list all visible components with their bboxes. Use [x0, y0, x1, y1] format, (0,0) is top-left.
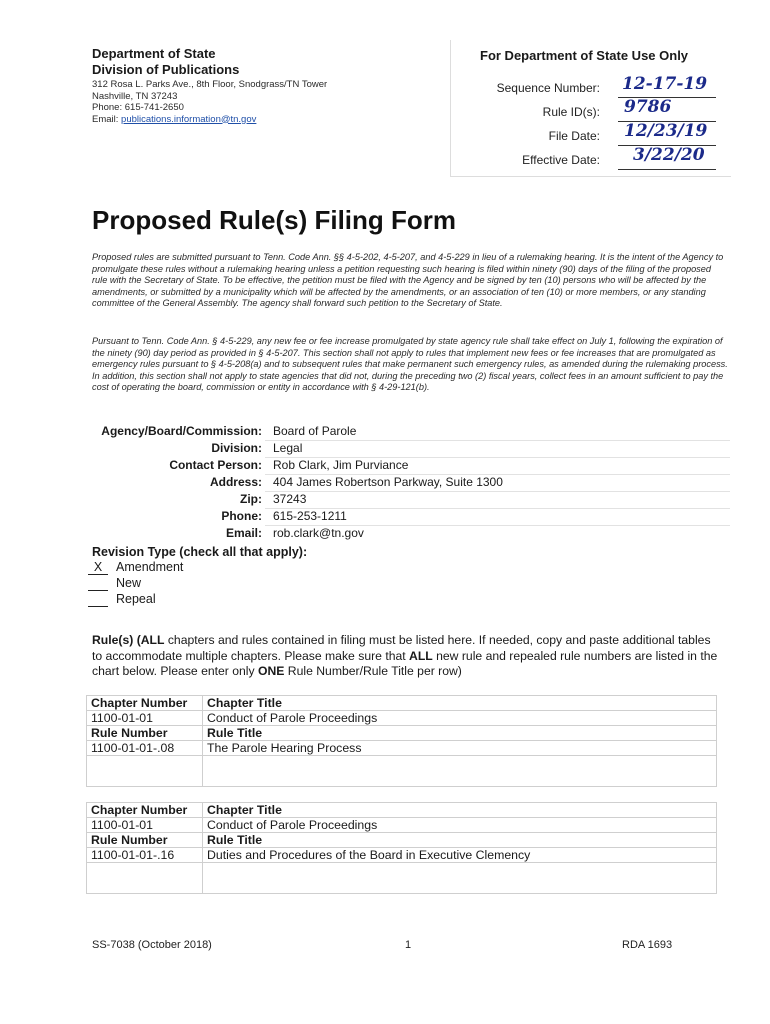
division-value: Legal	[273, 441, 303, 455]
rule-title-cell[interactable]: The Parole Hearing Process	[203, 741, 717, 756]
rules-intro-part-7: Rule Number/Rule Title per row)	[284, 664, 462, 678]
email-label: Email:	[225, 526, 262, 540]
repeal-label: Repeal	[116, 592, 156, 606]
repeal-checkbox[interactable]	[88, 592, 108, 607]
table-row	[87, 741, 717, 756]
empty-cell[interactable]	[87, 756, 203, 787]
sequence-number-label: Sequence Number:	[496, 81, 600, 95]
rule-title-header: Rule Title	[203, 726, 717, 741]
division-label: Division:	[211, 441, 262, 455]
rule-number-cell[interactable]: 1100-01-01-.16	[87, 848, 203, 863]
address-underline	[265, 490, 730, 492]
chapter-title-cell[interactable]: Conduct of Parole Proceedings	[203, 818, 717, 833]
effective-date-label: Effective Date:	[522, 153, 600, 167]
empty-cell[interactable]	[203, 756, 717, 787]
email-value: rob.clark@tn.gov	[273, 526, 364, 540]
revision-type-title: Revision Type (check all that apply):	[92, 545, 308, 559]
intro-paragraph-2: Pursuant to Tenn. Code Ann. § 4-5-229, any new fee or fee increase promulgated by state agency rule shall take effect on July 1, following the expiration of the ninety (90) day period as provided in § 4-5-207. This section shall not apply to rules that implement new fees or fee increases that are promulgated as emergency rules pursuant to § 4-5-208(a) and to subsequent rules that make permanent such emergency rules, as amended during the rulemaking process. In addition, this section shall not apply to state agencies that did not, during the preceding two (2) fiscal years, collect fees in an amount sufficient to pay the cost of operating the board, commission or entity in accordance with § 4-29-121(b).	[92, 336, 728, 393]
table-row	[87, 848, 717, 863]
intro-paragraph-1: Proposed rules are submitted pursuant to Tenn. Code Ann. §§ 4-5-202, 4-5-207, and 4-5-229 in lieu of a rulemaking hearing. It is the intent of the Agency to promulgate these rules without a rulemaking hearing unless a petition requesting such hearing is filed within ninety (90) days of the filing of the proposed rule with the Secretary of State. To be effective, the petition must be filed with the Agency and be signed by ten (10) persons who will be affected by the amendments, or submitted by a municipality which will be affected by the amendments, or an association of ten (10) or more members, or any standing committee of the General Assembly. The agency shall forward such petition to the Secretary of State.	[92, 252, 724, 309]
chapter-title-header: Chapter Title	[203, 696, 717, 711]
table-row	[87, 756, 717, 787]
department-name: Department of State	[92, 46, 216, 61]
phone-label: Phone:	[221, 509, 262, 523]
contact-person-label: Contact Person:	[169, 458, 262, 472]
empty-cell[interactable]	[203, 863, 717, 894]
empty-cell[interactable]	[87, 863, 203, 894]
footer-page-number: 1	[405, 939, 412, 951]
table-row	[87, 803, 717, 818]
revision-amendment-row[interactable]	[88, 560, 183, 575]
table-row	[87, 696, 717, 711]
rules-instructions	[92, 633, 722, 680]
amendment-checkbox[interactable]: X	[88, 560, 108, 575]
table-row	[87, 711, 717, 726]
rules-intro-all-2: ALL	[409, 648, 433, 663]
footer-rda: RDA 1693	[622, 939, 673, 951]
contact-person-value: Rob Clark, Jim Purviance	[273, 458, 409, 472]
rule-ids-label: Rule ID(s):	[542, 105, 600, 119]
phone-value: 615-253-1211	[273, 509, 347, 523]
division-name: Division of Publications	[92, 62, 240, 77]
rule-table-1	[86, 695, 717, 787]
rule-number-header: Rule Number	[87, 726, 203, 741]
publications-email-link[interactable]: publications.information@tn.gov	[121, 113, 257, 125]
address-phone: Phone: 615-741-2650	[92, 102, 184, 113]
rules-intro-part-1: Rule(s) (	[92, 633, 141, 647]
table-row	[87, 833, 717, 848]
agency-underline	[265, 439, 730, 441]
department-heading	[92, 46, 239, 78]
rules-intro-part-3: chapters and rules contained in filing must be listed here. If needed, copy and paste additional tables to accommodate multiple chapters. Please make sure that	[92, 633, 711, 663]
new-label: New	[116, 576, 142, 590]
address-email-row	[92, 114, 327, 126]
effective-date-value: 3/22/20	[633, 145, 705, 165]
address-street: 312 Rosa L. Parks Ave., 8th Floor, Snodgrass/TN Tower	[92, 79, 328, 90]
amendment-label: Amendment	[116, 560, 184, 574]
table-row	[87, 726, 717, 741]
rule-number-header: Rule Number	[87, 833, 203, 848]
table-row	[87, 818, 717, 833]
chapter-number-cell[interactable]: 1100-01-01	[87, 711, 203, 726]
chapter-number-header: Chapter Number	[87, 803, 203, 818]
zip-value: 37243	[273, 492, 307, 506]
table-row	[87, 863, 717, 894]
department-address	[92, 79, 327, 125]
chapter-number-header: Chapter Number	[87, 696, 203, 711]
zip-label: Zip:	[240, 492, 262, 506]
footer-form-id: SS-7038 (October 2018)	[92, 939, 212, 951]
rule-title-header: Rule Title	[203, 833, 717, 848]
chapter-number-cell[interactable]: 1100-01-01	[87, 818, 203, 833]
agency-value: Board of Parole	[273, 424, 357, 438]
new-checkbox[interactable]	[88, 576, 108, 591]
revision-repeal-row[interactable]	[88, 592, 156, 607]
revision-new-row[interactable]	[88, 576, 141, 591]
rules-intro-one: ONE	[257, 664, 285, 678]
file-date-value: 12/23/19	[624, 121, 708, 141]
chapter-title-header: Chapter Title	[203, 803, 717, 818]
chapter-title-cell[interactable]: Conduct of Parole Proceedings	[203, 711, 717, 726]
form-title: Proposed Rule(s) Filing Form	[92, 205, 457, 235]
agency-label: Agency/Board/Commission:	[101, 424, 262, 438]
rules-intro-part-5: new rule and repealed rule numbers are listed in the chart below. Please enter only	[92, 648, 718, 678]
address-label: Address:	[209, 475, 262, 489]
state-use-title: For Department of State Use Only	[480, 48, 689, 63]
rule-number-cell[interactable]: 1100-01-01-.08	[87, 741, 203, 756]
address-email-label: Email:	[92, 113, 119, 125]
sequence-number-value: 12-17-19	[622, 74, 708, 94]
rule-title-cell[interactable]: Duties and Procedures of the Board in Executive Clemency	[203, 848, 717, 863]
rule-ids-value: 9786	[624, 97, 672, 117]
address-city: Nashville, TN 37243	[92, 90, 178, 102]
address-value: 404 James Robertson Parkway, Suite 1300	[273, 475, 503, 489]
rules-intro-all-1: ALL	[140, 633, 165, 647]
effective-date-line	[618, 168, 716, 170]
rule-table-2	[86, 802, 717, 894]
file-date-label: File Date:	[548, 129, 600, 143]
